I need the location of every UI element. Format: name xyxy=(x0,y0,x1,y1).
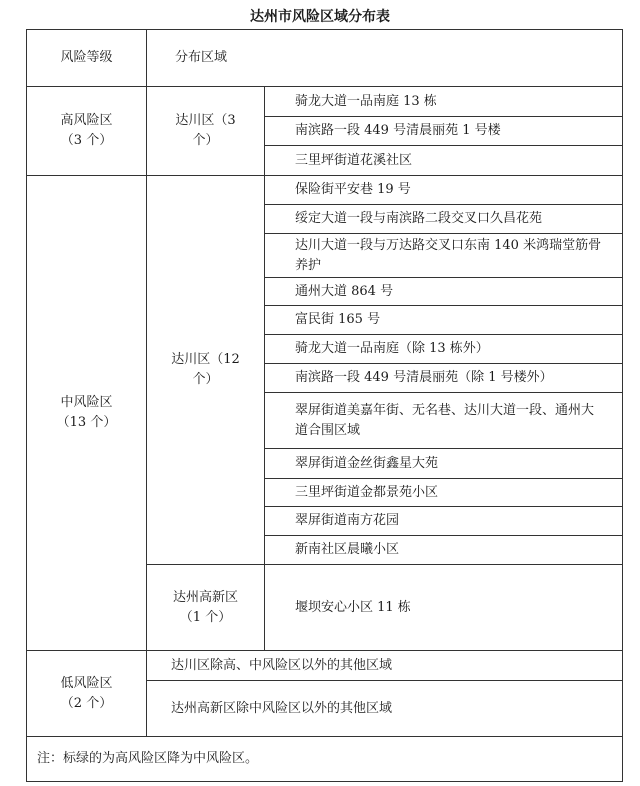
high-risk-item: 南滨路一段 449 号清晨丽苑 1 号楼 xyxy=(265,117,623,146)
header-distribution-area: 分布区域 xyxy=(147,30,623,87)
district-name: 达州高新区 xyxy=(172,589,238,605)
low-risk-level-cell xyxy=(27,651,147,737)
medium-risk-item: 绥定大道一段与南滨路二段交叉口久昌花苑 xyxy=(265,205,623,234)
medium-risk-level-cell xyxy=(27,176,147,651)
medium-risk-item: 翠屏街道美嘉年街、无名巷、达川大道一段、通州大道合围区域 xyxy=(265,393,623,449)
high-risk-label: 高风险区 xyxy=(60,113,113,128)
district-count: 个） xyxy=(192,372,219,387)
low-risk-item: 达州高新区除中风险区以外的其他区域 xyxy=(147,681,623,737)
medium-risk-item: 富民街 165 号 xyxy=(265,306,623,335)
medium-risk-item: 堰坝安心小区 11 栋 xyxy=(265,565,623,651)
high-risk-district-cell xyxy=(147,87,265,176)
table-row xyxy=(27,651,623,681)
low-risk-count: （2 个） xyxy=(60,695,113,711)
medium-risk-district-a-cell xyxy=(147,176,265,565)
medium-risk-item: 达川大道一段与万达路交叉口东南 140 米鸿瑞堂筋骨养护 xyxy=(265,234,623,278)
low-risk-label: 低风险区 xyxy=(60,675,113,691)
medium-risk-item: 新南社区晨曦小区 xyxy=(265,536,623,565)
medium-risk-item: 保险街平安巷 19 号 xyxy=(265,176,623,205)
risk-area-table xyxy=(26,29,623,782)
note-text: 注：标绿的为高风险区降为中风险区。 xyxy=(27,737,623,782)
medium-risk-count: （13 个） xyxy=(56,415,117,430)
high-risk-level-cell xyxy=(27,87,147,176)
table-header-row xyxy=(27,30,623,87)
district-count: 个） xyxy=(192,133,219,148)
table-row xyxy=(27,176,623,205)
district-count: （1 个） xyxy=(179,609,232,625)
medium-risk-label: 中风险区 xyxy=(60,395,113,410)
medium-risk-item: 三里坪街道金都景苑小区 xyxy=(265,479,623,507)
low-risk-item: 达川区除高、中风险区以外的其他区域 xyxy=(147,651,623,681)
medium-risk-item: 南滨路一段 449 号清晨丽苑（除 1 号楼外） xyxy=(265,364,623,393)
page-title: 达州市风险区域分布表 xyxy=(250,9,390,25)
medium-risk-item: 翠屏街道南方花园 xyxy=(265,507,623,536)
table-row xyxy=(27,87,623,117)
high-risk-item: 骑龙大道一品南庭 13 栋 xyxy=(265,87,623,117)
high-risk-count: （3 个） xyxy=(60,133,113,148)
district-name: 达川区（12 xyxy=(171,352,240,367)
medium-risk-item: 翠屏街道金丝街鑫星大苑 xyxy=(265,449,623,479)
medium-risk-item: 通州大道 864 号 xyxy=(265,278,623,306)
medium-risk-item: 骑龙大道一品南庭（除 13 栋外） xyxy=(265,335,623,364)
header-risk-level: 风险等级 xyxy=(27,30,147,87)
note-row xyxy=(27,737,623,782)
medium-risk-district-b-cell xyxy=(147,565,265,651)
district-name: 达川区（3 xyxy=(175,113,236,128)
high-risk-item: 三里坪街道花溪社区 xyxy=(265,146,623,176)
